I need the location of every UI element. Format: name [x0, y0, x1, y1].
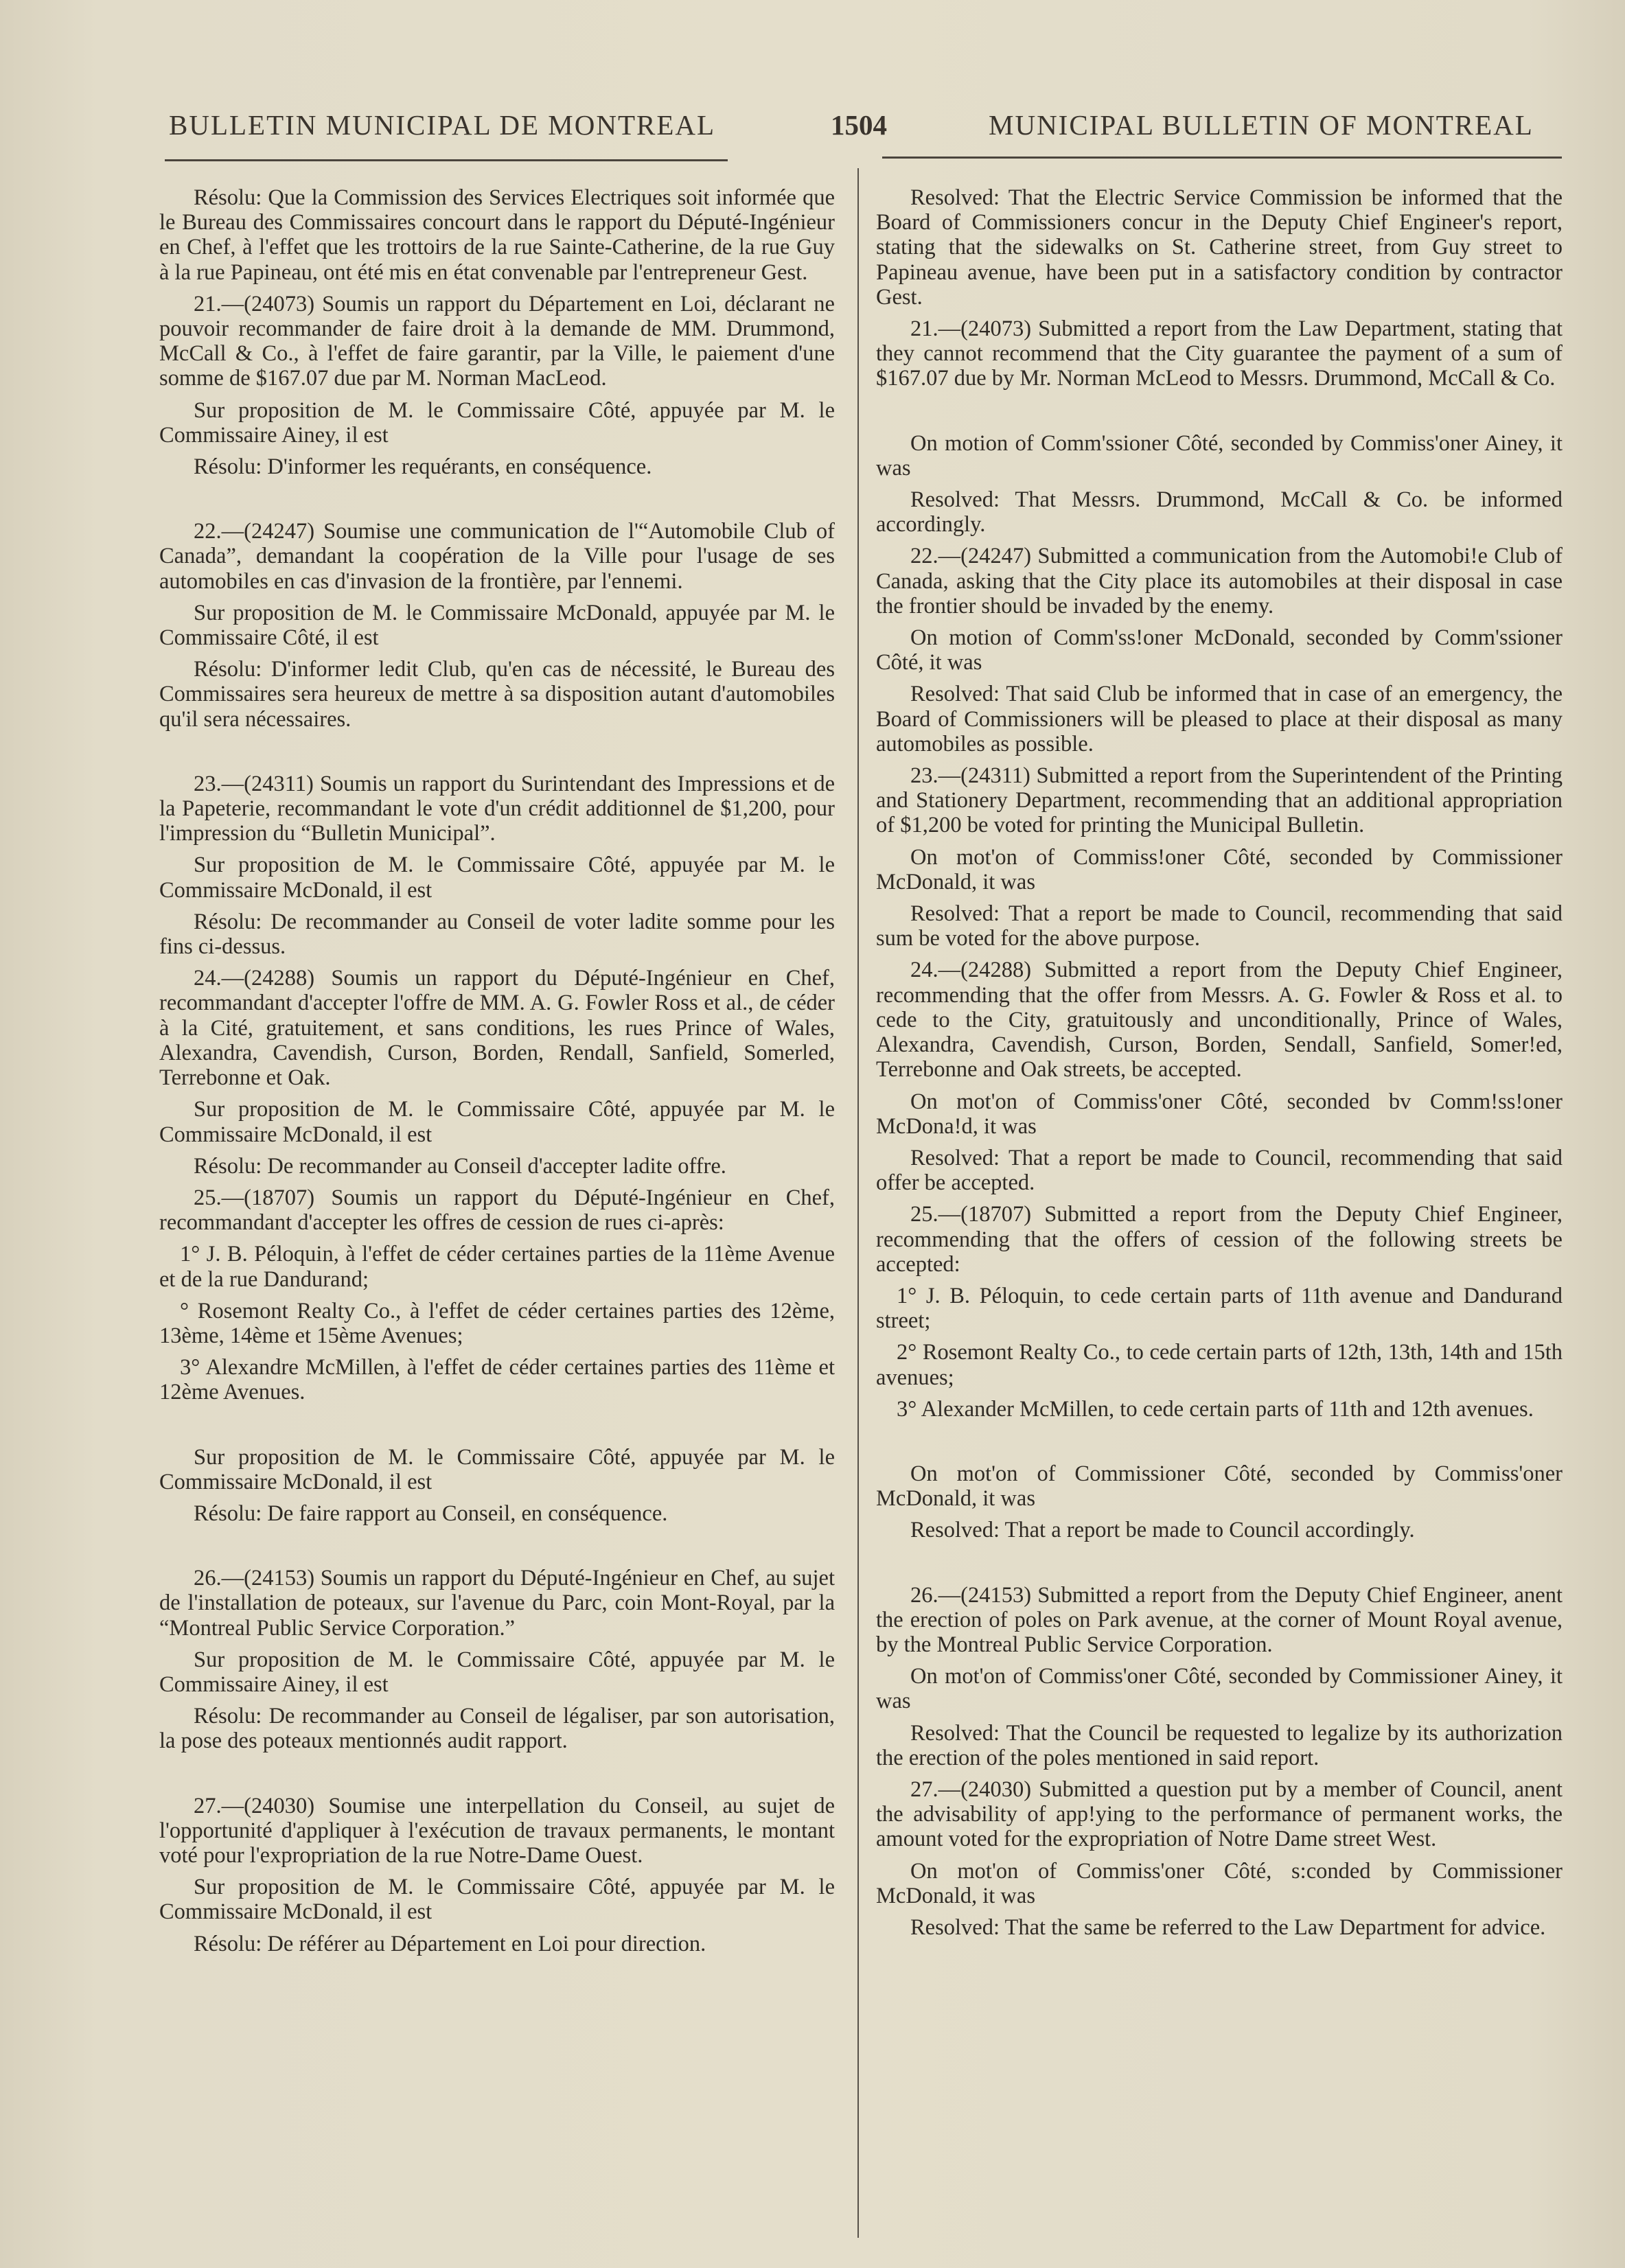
paragraph: Sur proposition de M. le Commissaire Côté, appuyée par M. le Commissaire McDonald, il est [159, 853, 835, 903]
paragraph: Résolu: D'informer ledit Club, qu'en cas de nécessité, le Bureau des Commissaires sera heureux de mettre à sa disposition autant d'automobiles qu'il sera nécessaires. [159, 657, 835, 732]
paragraph: On mot'on of Commiss!oner Côté, seconded by Commissioner McDonald, it was [876, 844, 1563, 894]
list-item: 3° Alexander McMillen, to cede certain parts of 11th and 12th avenues. [897, 1396, 1534, 1422]
paragraph: Resolved: That a report be made to Council accordingly. [910, 1518, 1415, 1543]
header-rule-left [165, 159, 728, 161]
list-item: ° Rosemont Realty Co., à l'effet de céder certaines parties des 12ème, 13ème, 14ème et 15ème Avenues; [159, 1298, 835, 1348]
paragraph: 22.—(24247) Soumise une communication de l'“Automobile Club of Canada”, demandant la coopération de la Ville pour l'usage de ses automobiles en cas d'invasion de la frontière, par l'ennemi. [159, 519, 835, 594]
paragraph: On motion of Comm'ss!oner McDonald, seconded by Comm'ssioner Côté, it was [876, 625, 1563, 675]
list-item: 1° J. B. Péloquin, à l'effet de céder certaines parties de la 11ème Avenue et de la rue Dandurand; [159, 1242, 835, 1292]
column-divider [857, 168, 859, 2238]
paragraph: On mot'on of Commissioner Côté, seconded by Commiss'oner McDonald, it was [876, 1461, 1563, 1512]
list-item: 2° Rosemont Realty Co., to cede certain parts of 12th, 13th, 14th and 15th avenues; [876, 1340, 1563, 1390]
paragraph: 27.—(24030) Submitted a question put by a member of Council, anent the advisability of app!ying to the performance of permanent works, the amount voted for the expropriation of Notre Dame street West. [876, 1777, 1563, 1852]
paragraph: 22.—(24247) Submitted a communication from the Automobi!e Club of Canada, asking that the City place its automobiles at their disposal in case the frontier should be invaded by the enemy. [876, 544, 1563, 618]
paragraph: Resolved: That the same be referred to the Law Department for advice. [910, 1914, 1546, 1940]
paragraph: On mot'on of Commiss'oner Côté, s:conded by Commissioner McDonald, it was [876, 1858, 1563, 1908]
french-column [159, 185, 835, 1963]
paragraph: Resolved: That said Club be informed that in case of an emergency, the Board of Commissioners will be pleased to place at their disposal as many automobiles as possible. [876, 682, 1563, 756]
paragraph: Résolu: Que la Commission des Services Electriques soit informée que le Bureau des Commissaires concourt dans le rapport du Député-Ingénieur en Chef, à l'effet que les trottoirs de la rue Sainte-Catherine, de la rue Guy à la rue Papineau, ont été mis en état convenable par l'entrepreneur Gest. [159, 185, 835, 285]
paragraph: Résolu: De faire rapport au Conseil, en conséquence. [194, 1501, 668, 1526]
paragraph: Résolu: De référer au Département en Loi pour direction. [194, 1931, 706, 1956]
paragraph: 21.—(24073) Soumis un rapport du Département en Loi, déclarant ne pouvoir recommander de faire droit à la demande de MM. Drummond, McCall & Co., à l'effet de faire garantir, par la Ville, le paiement d'une somme de $167.07 due par M. Norman MacLeod. [159, 291, 835, 391]
paragraph: Sur proposition de M. le Commissaire Côté, appuyée par M. le Commissaire McDonald, il est [159, 1444, 835, 1494]
paragraph: 27.—(24030) Soumise une interpellation du Conseil, au sujet de l'opportunité d'appliquer à l'exécution de travaux permanents, le montant voté pour l'expropriation de la rue Notre-Dame Ouest. [159, 1793, 835, 1868]
paragraph: Resolved: That Messrs. Drummond, McCall & Co. be informed accordingly. [876, 487, 1563, 537]
paragraph: 24.—(24288) Soumis un rapport du Député-Ingénieur en Chef, recommandant d'accepter l'offre de MM. A. G. Fowler Ross et al., de céder à la Cité, gratuitement, et sans conditions, les rues Prince of Wales, Alexandra, Cavendish, Curson, Borden, Rendall, Sanfield, Somerled, Terrebonne et Oak. [159, 966, 835, 1091]
paragraph: 23.—(24311) Submitted a report from the Superintendent of the Printing and Stationery Department, recommending that an additional appropriation of $1,200 be voted for printing the Municipal Bulletin. [876, 763, 1563, 838]
english-column [876, 185, 1563, 1947]
paragraph: 25.—(18707) Soumis un rapport du Député-Ingénieur en Chef, recommandant d'accepter les offres de cession de rues ci-après: [159, 1185, 835, 1236]
paragraph: Sur proposition de M. le Commissaire Côté, appuyée par M. le Commissaire Ainey, il est [159, 1647, 835, 1697]
paragraph: 23.—(24311) Soumis un rapport du Surintendant des Impressions et de la Papeterie, recommandant le vote d'un crédit additionnel de $1,200, pour l'impression du “Bulletin Municipal”. [159, 771, 835, 846]
page-number: 1504 [831, 109, 887, 141]
paragraph: 26.—(24153) Soumis un rapport du Député-Ingénieur en Chef, au sujet de l'installation de poteaux, sur l'avenue du Parc, coin Mont-Royal, par la “Montreal Public Service Corporation.” [159, 1566, 835, 1641]
paragraph: Résolu: D'informer les requérants, en conséquence. [194, 454, 652, 480]
paragraph: 24.—(24288) Submitted a report from the Deputy Chief Engineer, recommending that the offer from Messrs. A. G. Fowler & Ross et al. to cede to the City, gratuitously and unconditionally, Prince of Wales, Alexandra, Cavendish, Curson, Borden, Sendall, Sanfield, Somer!ed, Terrebonne and Oak streets, be accepted. [876, 958, 1563, 1083]
paragraph: Sur proposition de M. le Commissaire Côté, appuyée par M. le Commissaire McDonald, il est [159, 1875, 835, 1925]
paragraph: Resolved: That the Council be requested to legalize by its authorization the erection of the poles mentioned in said report. [876, 1720, 1563, 1770]
paragraph: 21.—(24073) Submitted a report from the Law Department, stating that they cannot recommend that the City guarantee the payment of a sum of $167.07 due by Mr. Norman McLeod to Messrs. Drummond, McCall & Co. [876, 316, 1563, 391]
paragraph: 25.—(18707) Submitted a report from the Deputy Chief Engineer, recommending that the offers of cession of the following streets be accepted: [876, 1202, 1563, 1277]
paragraph: Résolu: De recommander au Conseil de légaliser, par son autorisation, la pose des poteaux mentionnés audit rapport. [159, 1704, 835, 1754]
paragraph: Sur proposition de M. le Commissaire McDonald, appuyée par M. le Commissaire Côté, il est [159, 600, 835, 651]
paragraph: Sur proposition de M. le Commissaire Côté, appuyée par M. le Commissaire McDonald, il est [159, 1097, 835, 1147]
paragraph: Sur proposition de M. le Commissaire Côté, appuyée par M. le Commissaire Ainey, il est [159, 397, 835, 448]
paragraph: Resolved: That the Electric Service Commission be informed that the Board of Commissioners concur in the Deputy Chief Engineer's report, stating that the sidewalks on St. Catherine street, from Guy street to Papineau avenue, have been put in a satisfactory condition by contractor Gest. [876, 185, 1563, 310]
paragraph: Resolved: That a report be made to Council, recommending that said offer be accepted. [876, 1145, 1563, 1196]
paragraph: Résolu: De recommander au Conseil de voter ladite somme pour les fins ci-dessus. [159, 909, 835, 960]
header-title-fr: BULLETIN MUNICIPAL DE MONTREAL [169, 109, 716, 141]
paragraph: On mot'on of Commiss'oner Côté, seconded bv Comm!ss!oner McDona!d, it was [876, 1089, 1563, 1139]
list-item: 3° Alexandre McMillen, à l'effet de céder certaines parties des 11ème et 12ème Avenues. [159, 1355, 835, 1405]
paragraph: Résolu: De recommander au Conseil d'accepter ladite offre. [194, 1153, 726, 1179]
header-title-en: MUNICIPAL BULLETIN OF MONTREAL [989, 109, 1534, 141]
header-rule-right [882, 157, 1562, 159]
list-item: 1° J. B. Péloquin, to cede certain parts of 11th avenue and Dandurand street; [876, 1283, 1563, 1334]
paragraph: Resolved: That a report be made to Council, recommending that said sum be voted for the above purpose. [876, 901, 1563, 951]
paragraph: On motion of Comm'ssioner Côté, seconded by Commiss'oner Ainey, it was [876, 430, 1563, 481]
page-header [165, 103, 1536, 144]
paragraph: 26.—(24153) Submitted a report from the Deputy Chief Engineer, anent the erection of poles on Park avenue, at the corner of Mount Royal avenue, by the Montreal Public Service Corporation. [876, 1582, 1563, 1657]
paragraph: On mot'on of Commiss'oner Côté, seconded by Commissioner Ainey, it was [876, 1664, 1563, 1714]
